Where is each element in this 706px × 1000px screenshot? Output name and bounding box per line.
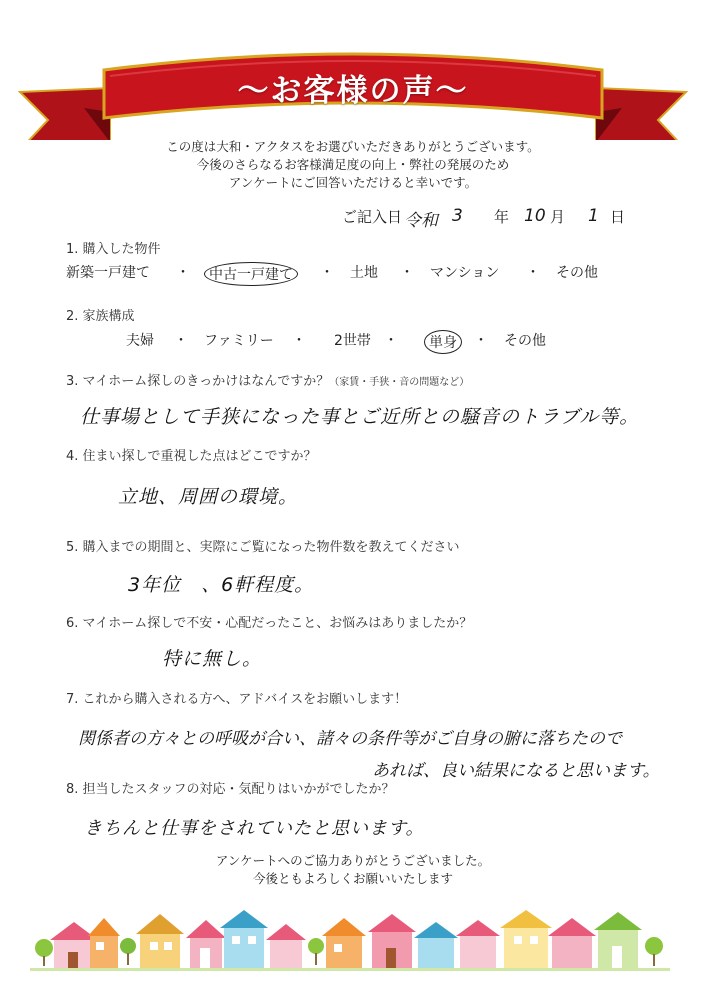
q3-answer: 仕事場として手狭になった事とご近所との騒音のトラブル等。	[80, 406, 640, 428]
house-illustration-row	[0, 900, 706, 1000]
q2-option-other: その他	[504, 333, 546, 349]
q1-option-other: その他	[556, 265, 598, 281]
house-icon	[594, 912, 642, 968]
q2-option-single-circled: 単身	[424, 330, 462, 354]
house-icon	[456, 920, 500, 968]
house-icon	[414, 922, 458, 968]
ground-line	[30, 968, 670, 971]
footer-text	[150, 852, 556, 888]
q7-answer-line-1: 関係者の方々との呼吸が合い、諸々の条件等がご自身の腑に落ちたので	[78, 729, 622, 749]
q2-option-two-gen: 2世帯	[334, 333, 371, 349]
q1-dot-1: ・	[176, 265, 190, 281]
q3-question-text: 3. マイホーム探しのきっかけはなんですか？	[66, 374, 330, 389]
q3-question	[66, 370, 469, 389]
footer-line-1: アンケートへのご協力ありがとうございました。	[215, 853, 491, 868]
q1-option-new-house: 新築一戸建て	[66, 265, 150, 281]
q1-dot-3: ・	[400, 265, 414, 281]
q5-answer: 3年位 、6軒程度。	[128, 574, 315, 596]
house-icon	[548, 918, 596, 968]
q1-dot-4: ・	[526, 265, 540, 281]
date-month-unit: 月	[550, 208, 566, 226]
intro-line-1: この度は大和・アクタスをお選びいただきありがとうございます。	[166, 139, 540, 154]
q4-question: 4. 住まい探しで重視した点はどこですか？	[66, 449, 317, 464]
q7-question: 7. これから購入される方へ、アドバイスをお願いします！	[66, 692, 408, 707]
q1-option-mansion: マンション	[430, 265, 500, 281]
house-icon	[186, 920, 226, 968]
q8-question: 8. 担当したスタッフの対応・気配りはいかがでしたか？	[66, 782, 395, 797]
house-icon	[500, 910, 552, 968]
q2-dot-2: ・	[292, 333, 306, 349]
q2-option-family: ファミリー	[204, 333, 274, 349]
q1-options	[66, 262, 626, 284]
date-month: 10	[524, 206, 546, 226]
q2-dot-3: ・	[384, 333, 398, 349]
date-row	[342, 206, 642, 230]
tree-icon	[645, 937, 663, 966]
house-icon	[220, 910, 268, 968]
house-icon	[266, 924, 306, 968]
page-title: ～お客様の声～	[237, 72, 469, 109]
q7-answer-line-2: あれば、良い結果になると思います。	[372, 761, 660, 781]
intro-text	[100, 138, 606, 192]
q2-question: 2. 家族構成	[66, 309, 135, 324]
q3-question-note: （家賃・手狭・音の問題など）	[329, 377, 470, 388]
q1-dot-2: ・	[320, 265, 334, 281]
q2-options	[126, 330, 626, 352]
q2-option-couple: 夫婦	[126, 333, 154, 349]
tree-icon	[35, 939, 53, 966]
date-day-unit: 日	[610, 208, 626, 226]
q4-answer: 立地、周囲の環境。	[118, 486, 299, 508]
date-year-unit: 年	[494, 208, 510, 226]
q6-question: 6. マイホーム探しで不安・心配だったこと、お悩みはありましたか？	[66, 616, 473, 631]
q8-answer: きちんと仕事をされていたと思います。	[84, 818, 425, 839]
q2-dot-1: ・	[174, 333, 188, 349]
house-icon	[88, 918, 120, 968]
intro-line-2: 今後のさらなるお客様満足度の向上・弊社の発展のため	[196, 157, 510, 172]
q1-option-used-house-circled: 中古一戸建て	[204, 262, 298, 286]
date-year: 3	[452, 206, 463, 226]
tree-icon	[308, 938, 324, 965]
q1-option-land: 土地	[350, 265, 378, 281]
q6-answer: 特に無し。	[162, 648, 263, 670]
house-icon	[136, 914, 184, 968]
q2-dot-4: ・	[474, 333, 488, 349]
q5-question: 5. 購入までの期間と、実際にご覧になった物件数を教えてください	[66, 540, 460, 555]
footer-line-2: 今後ともよろしくお願いいたします	[252, 871, 453, 886]
q1-question: 1. 購入した物件	[66, 242, 161, 257]
date-day: 1	[588, 206, 599, 226]
date-era: 令和	[404, 211, 438, 231]
house-icon	[368, 914, 416, 968]
tree-icon	[120, 938, 136, 965]
date-label: ご記入日	[342, 208, 403, 226]
intro-line-3: アンケートにご回答いただけると幸いです。	[228, 175, 478, 190]
house-icon	[322, 918, 366, 968]
